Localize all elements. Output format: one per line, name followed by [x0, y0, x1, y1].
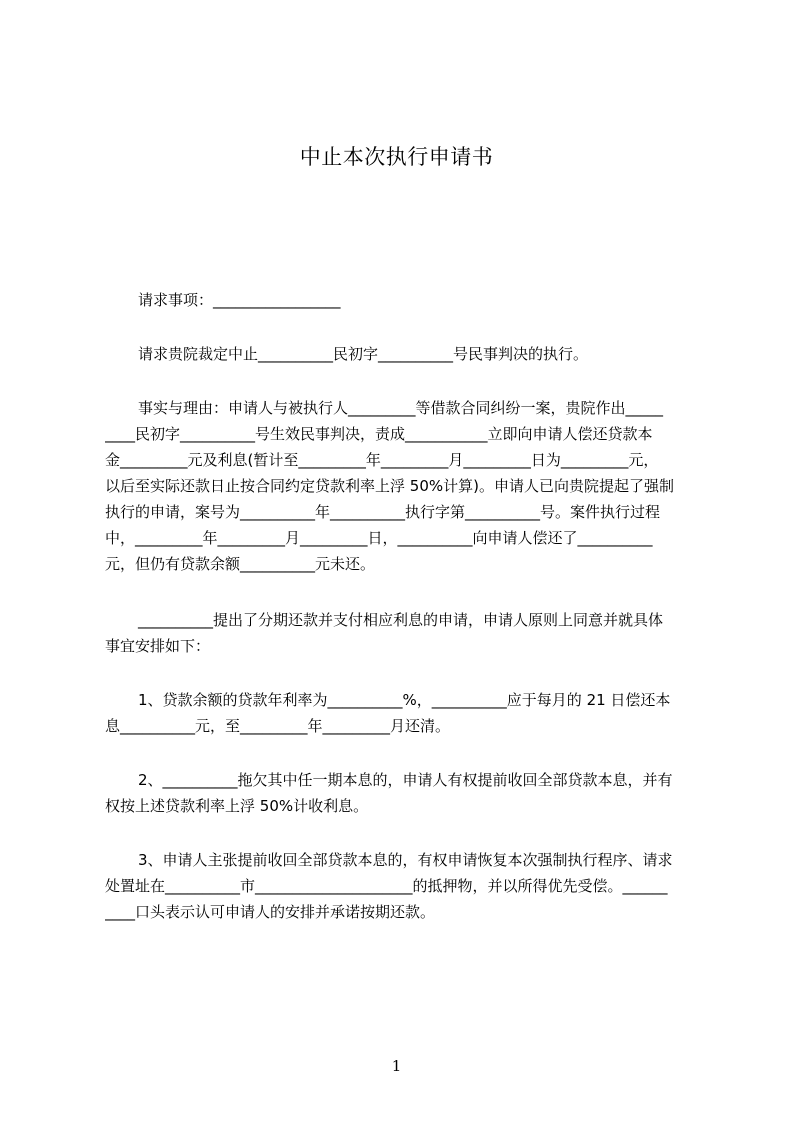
facts-paragraph [105, 395, 702, 577]
item-1-line: 息__________元，至_________年_________月还清。 [105, 717, 451, 735]
facts-line: 事实与理由：申请人与被执行人_________等借款合同纠纷一案，贵院作出_____ [138, 399, 664, 417]
item-2-paragraph [105, 767, 702, 819]
installment-line: 事宜安排如下： [105, 637, 211, 655]
item-1-line: 1、贷款余额的贷款年利率为__________%，__________应于每月的 21 日偿还本 [138, 691, 671, 709]
facts-line: 以后至实际还款日止按合同约定贷款利率上浮 50%计算)。申请人已向贵院提起了强制 [105, 477, 674, 495]
item-1-paragraph [105, 687, 702, 739]
item-3-paragraph [105, 847, 702, 925]
request-items-line: 请求事项：_________________ [138, 291, 341, 309]
document-title: 中止本次执行申请书 [299, 145, 494, 169]
facts-line: ____民初字__________号生效民事判决，责成___________立即向申请人偿还贷款本 [105, 425, 653, 443]
item-3-line: 3、申请人主张提前收回全部贷款本息的，有权申请恢复本次强制执行程序、请求 [138, 851, 673, 869]
facts-line: 中，_________年_________月_________日，__________向申请人偿还了__________ [105, 529, 653, 547]
item-2-line: 2、__________拖欠其中任一期本息的，申请人有权提前收回全部贷款本息，并有 [138, 771, 673, 789]
facts-line: 执行的申请，案号为__________年__________执行字第__________号。案件执行过程 [105, 503, 661, 521]
request-body-paragraph [105, 341, 702, 367]
page-number: 1 [391, 1057, 402, 1075]
facts-line: 元，但仍有贷款余额__________元未还。 [105, 555, 376, 573]
item-3-line: 处置址在__________市_____________________的抵押物，并以所得优先受偿。______ [105, 877, 668, 895]
installment-paragraph [105, 607, 702, 659]
installment-line: __________提出了分期还款并支付相应利息的申请，申请人原则上同意并就具体 [138, 611, 664, 629]
item-3-line: ____口头表示认可申请人的安排并承诺按期还款。 [105, 903, 436, 921]
item-2-line: 权按上述贷款利率上浮 50%计收利息。 [105, 797, 369, 815]
request-items-paragraph [105, 287, 702, 313]
facts-line: 金_________元及利息(暂计至_________年_________月_________日为_________元， [105, 451, 659, 469]
request-body-line: 请求贵院裁定中止__________民初字__________号民事判决的执行。 [138, 345, 589, 363]
